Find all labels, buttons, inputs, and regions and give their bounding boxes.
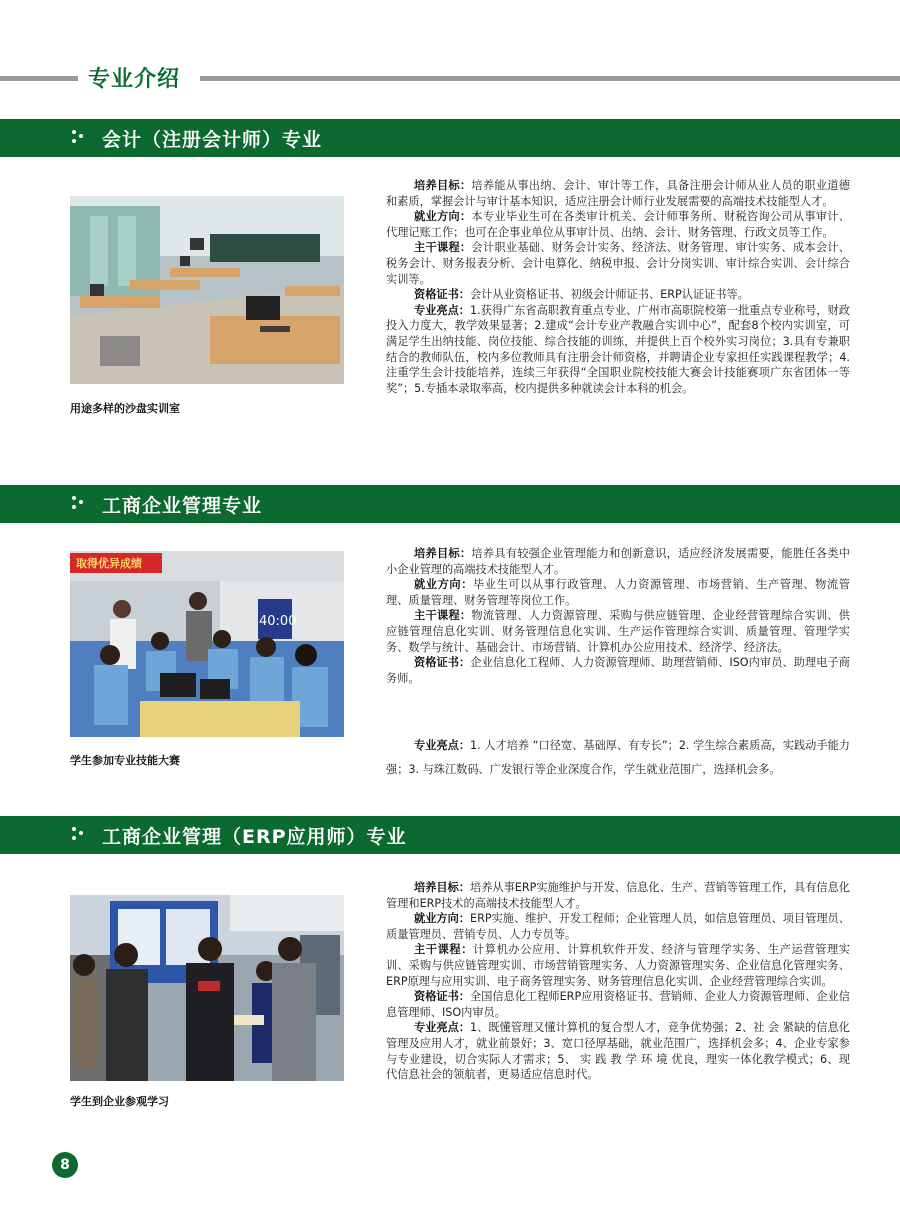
section-title: 会计（注册会计师）专业	[102, 129, 323, 151]
item-training-goal: 培养目标：培养从事ERP实施维护与开发、信息化、生产、营销等管理工作，具有信息化管理和ERP技术的高端技术技能型人才。	[386, 881, 850, 910]
photo-caption: 学生到企业参观学习	[70, 1095, 169, 1108]
item-highlights: 专业亮点：1.获得广东省高职教育重点专业、广州市高职院校第一批重点专业称号，财政投入力度大，教学效果显著；2.建成“会计专业产教融合实训中心”，配套8个校内实训室，可满足学生出纳技能、岗位技能、综合技能的训练，并提供上百个校外实习岗位；3.具有专兼职结合的教师队伍，校内多位教师具有注册会计师资格，并聘请企业专家担任实践课程教学；4.注重学生会计技能培养，连续三年获得“全国职业院校技能大赛会计技能赛项广东省团体一等奖”；5.专插本录取率高，校内提供多种就读会计本科的机会。	[386, 303, 850, 395]
item-career: 就业方向：本专业毕业生可在各类审计机关、会计师事务所、财税咨询公司从事审计、代理记账工作；也可在企事业单位从事审计员、出纳、会计、财务管理、行政文员等工作。	[386, 210, 850, 239]
banner-text: 取得优异成绩	[76, 557, 142, 570]
page-number: 8	[52, 1152, 78, 1178]
section-bar-erp	[0, 816, 900, 854]
section-title: 工商企业管理（ERP应用师）专业	[102, 826, 407, 848]
header-rule-right	[200, 76, 900, 81]
item-certificates: 资格证书：会计从业资格证书、初级会计师证书、ERP认证证书等。	[414, 288, 749, 302]
page-header	[0, 62, 900, 94]
section-body-accounting	[386, 178, 850, 396]
photo-sandtable-lab	[70, 196, 344, 384]
bullet-dots-icon	[72, 129, 88, 147]
item-core-courses: 主干课程：计算机办公应用、计算机软件开发、经济与管理学实务、生产运营管理实训、采购与供应链管理实训、市场营销管理实务、人力资源管理实务、企业信息化管理实务、ERP原理与应用实训、电子商务管理实务、财务管理信息化实训、企业经营管理综合实训。	[386, 943, 850, 988]
photo-caption: 学生参加专业技能大赛	[70, 754, 180, 767]
item-core-courses: 主干课程：会计职业基础、财务会计实务、经济法、财务管理、审计实务、成本会计、税务会计、财务报表分析、会计电算化、纳税申报、会计分岗实训、审计综合实训、会计综合实训等。	[386, 241, 850, 286]
section-body-erp	[386, 880, 850, 1083]
header-rule-left	[0, 76, 78, 81]
section-highlights-business-management	[386, 734, 850, 782]
item-certificates: 资格证书：企业信息化工程师、人力资源管理师、助理营销师、ISO内审员、助理电子商务师。	[386, 656, 850, 685]
section-bar-accounting	[0, 119, 900, 157]
page-title: 专业介绍	[88, 67, 181, 92]
screen-timer-text: 40:00	[259, 614, 297, 629]
item-certificates: 资格证书：全国信息化工程师ERP应用资格证书、营销师、企业人力资源管理师、企业信息管理师、ISO内审员。	[386, 990, 850, 1019]
item-training-goal: 培养目标：培养具有较强企业管理能力和创新意识，适应经济发展需要，能胜任各类中小企业管理的高端技术技能型人才。	[386, 547, 850, 576]
bullet-dots-icon	[72, 495, 88, 513]
bullet-dots-icon	[72, 826, 88, 844]
photo-caption: 用途多样的沙盘实训室	[70, 402, 180, 415]
section-bar-business-management	[0, 485, 900, 523]
item-highlights: 专业亮点：1. 人才培养 “口径宽、基础厚、有专长”；2. 学生综合素质高，实践动手能力强；3. 与珠江数码、广发银行等企业深度合作，学生就业范围广，选择机会多。	[386, 739, 850, 776]
item-career: 就业方向：毕业生可以从事行政管理、人力资源管理、市场营销、生产管理、物流管理、质量管理、财务管理等岗位工作。	[386, 578, 850, 607]
item-highlights: 专业亮点：1、既懂管理又懂计算机的复合型人才，竞争优势强；2、社 会 紧缺的信息化管理及应用人才，就业前景好；3、宽口径厚基础，就业范围广，选择机会多；4、企业专家参与专业建设，切合实际人才需求；5、 实 践 教 学 环 境 优良，理实一体化教学模式；6、现代信息社会的领航者，更易适应信息时代。	[386, 1021, 850, 1082]
item-career: 就业方向：ERP实施、维护、开发工程师；企业管理人员，如信息管理员、项目管理员、质量管理员、营销专员、人力专员等。	[386, 912, 850, 941]
section-body-business-management	[386, 546, 850, 686]
section-title: 工商企业管理专业	[102, 495, 263, 517]
item-core-courses: 主干课程：物流管理、人力资源管理、采购与供应链管理、企业经营管理综合实训、供应链管理信息化实训、财务管理信息化实训、生产运作管理综合实训、质量管理、管理学实务、数学与统计、基础会计、市场营销、计算机办公应用技术、经济学、经济法。	[386, 609, 850, 654]
photo-skills-contest	[70, 551, 344, 737]
item-training-goal: 培养目标：培养能从事出纳、会计、审计等工作，具备注册会计师从业人员的职业道德和素质，掌握会计与审计基本知识，适应注册会计师行业发展需要的高端技术技能型人才。	[386, 179, 850, 208]
photo-enterprise-visit	[70, 895, 344, 1081]
